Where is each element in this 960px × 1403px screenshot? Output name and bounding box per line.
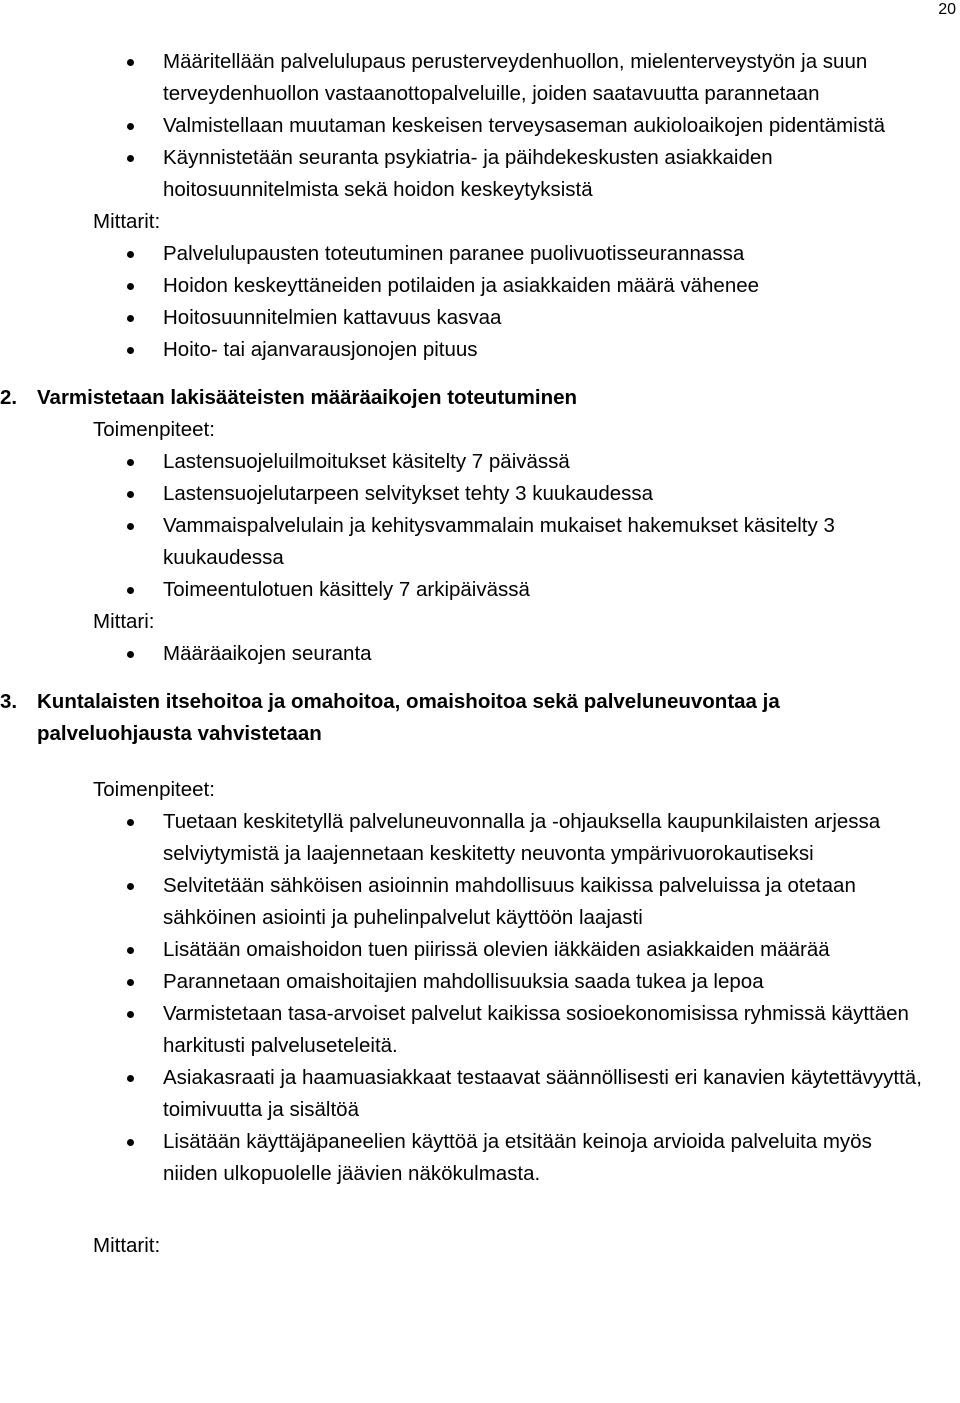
- list-item-text: Tuetaan keskitetyllä palveluneuvonnalla ja -ohjauksella kaupunkilaisten arjessa selviytymistä ja laajennetaan keskitetty neuvonta ympärivuorokautiseksi: [163, 810, 881, 865]
- bullet-icon: [127, 123, 134, 130]
- bullet-icon: [127, 883, 134, 890]
- bullet-icon: [127, 651, 134, 658]
- list-item: [0, 870, 960, 934]
- bullet-icon: [127, 315, 134, 322]
- list-item-text: Asiakasraati ja haamuasiakkaat testaavat säännöllisesti eri kanavien käytettävyyttä, toimivuutta ja sisältöä: [163, 1066, 922, 1121]
- list-item-text: Käynnistetään seuranta psykiatria- ja päihdekeskusten asiakkaiden hoitosuunnitelmista sekä hoidon keskeytyksistä: [163, 146, 773, 201]
- list-item: [0, 478, 960, 510]
- list-item: [0, 270, 960, 302]
- section-2-heading: [0, 382, 960, 414]
- section-3-title: Kuntalaisten itsehoitoa ja omahoitoa, omaishoitoa sekä palveluneuvontaa ja palveluohjausta vahvistetaan: [37, 690, 780, 745]
- list-item-text: Hoitosuunnitelmien kattavuus kasvaa: [163, 306, 502, 329]
- bullet-icon: [127, 491, 134, 498]
- list-item: [0, 46, 960, 110]
- list-item: [0, 638, 960, 670]
- list-item-text: Hoidon keskeyttäneiden potilaiden ja asiakkaiden määrä vähenee: [163, 274, 760, 297]
- document-body: [0, 46, 960, 1262]
- list-item: [0, 806, 960, 870]
- list-item-text: Määräaikojen seuranta: [163, 642, 372, 665]
- list-item-text: Lisätään käyttäjäpaneelien käyttöä ja etsitään keinoja arvioida palveluita myös niiden ulkopuolelle jäävien näkökulmasta.: [163, 1130, 872, 1185]
- list-item-text: Vammaispalvelulain ja kehitysvammalain mukaiset hakemukset käsitelty 3 kuukaudessa: [163, 514, 835, 569]
- bullet-icon: [127, 59, 134, 66]
- bullet-icon: [127, 523, 134, 530]
- bullet-icon: [127, 979, 134, 986]
- intro-metrics-list: [0, 238, 960, 366]
- list-item-text: Määritellään palvelulupaus perusterveydenhuollon, mielenterveystyön ja suun terveydenhuollon vastaanottopalveluille, joiden saatavuutta parannetaan: [163, 50, 868, 105]
- section-3-actions-label: Toimenpiteet:: [93, 778, 215, 801]
- list-item-text: Selvitetään sähköisen asioinnin mahdollisuus kaikissa palveluissa ja otetaan sähköinen asiointi ja puhelinpalvelut käyttöön laajasti: [163, 874, 856, 929]
- list-item-text: Lastensuojelutarpeen selvitykset tehty 3 kuukaudessa: [163, 482, 654, 505]
- intro-metrics-label: Mittarit:: [93, 210, 161, 233]
- section-2-actions-label: Toimenpiteet:: [93, 418, 215, 441]
- list-item-text: Toimeentulotuen käsittely 7 arkipäivässä: [163, 578, 530, 601]
- intro-action-list: [0, 46, 960, 206]
- list-item: [0, 238, 960, 270]
- list-item: [0, 1062, 960, 1126]
- bullet-icon: [127, 1139, 134, 1146]
- page-number: 20: [938, 1, 956, 18]
- list-item: [0, 998, 960, 1062]
- list-item: [0, 446, 960, 478]
- bullet-icon: [127, 947, 134, 954]
- list-item: [0, 110, 960, 142]
- list-item-text: Hoito- tai ajanvarausjonojen pituus: [163, 338, 478, 361]
- list-item: [0, 302, 960, 334]
- list-item-text: Lastensuojeluilmoitukset käsitelty 7 päivässä: [163, 450, 570, 473]
- bullet-icon: [127, 155, 134, 162]
- list-item-text: Lisätään omaishoidon tuen piirissä olevien iäkkäiden asiakkaiden määrää: [163, 938, 830, 961]
- bullet-icon: [127, 251, 134, 258]
- list-item-text: Parannetaan omaishoitajien mahdollisuuksia saada tukea ja lepoa: [163, 970, 764, 993]
- list-item-text: Varmistetaan tasa-arvoiset palvelut kaikissa sosioekonomisissa ryhmissä käyttäen harkitusti palveluseteleitä.: [163, 1002, 909, 1057]
- section-2-number: 2.: [0, 386, 18, 409]
- bullet-icon: [127, 587, 134, 594]
- list-item: [0, 142, 960, 206]
- section-3-number: 3.: [0, 690, 18, 713]
- list-item: [0, 334, 960, 366]
- list-item: [0, 1126, 960, 1190]
- bullet-icon: [127, 283, 134, 290]
- list-item: [0, 574, 960, 606]
- bullet-icon: [127, 819, 134, 826]
- section-2-title: Varmistetaan lakisääteisten määräaikojen toteutuminen: [37, 386, 578, 409]
- bullet-icon: [127, 459, 134, 466]
- section-3-action-list: [0, 806, 960, 1190]
- list-item: [0, 510, 960, 574]
- bullet-icon: [127, 1011, 134, 1018]
- list-item-text: Palvelulupausten toteutuminen paranee puolivuotisseurannassa: [163, 242, 745, 265]
- section-2-action-list: [0, 446, 960, 606]
- bullet-icon: [127, 347, 134, 354]
- list-item: [0, 934, 960, 966]
- bullet-icon: [127, 1075, 134, 1082]
- section-3-metrics-label: Mittarit:: [93, 1234, 161, 1257]
- section-2-metrics-list: [0, 638, 960, 670]
- section-3-heading: [0, 686, 960, 750]
- list-item-text: Valmistellaan muutaman keskeisen terveysaseman aukioloaikojen pidentämistä: [163, 114, 886, 137]
- section-2-metrics-label: Mittari:: [93, 610, 155, 633]
- list-item: [0, 966, 960, 998]
